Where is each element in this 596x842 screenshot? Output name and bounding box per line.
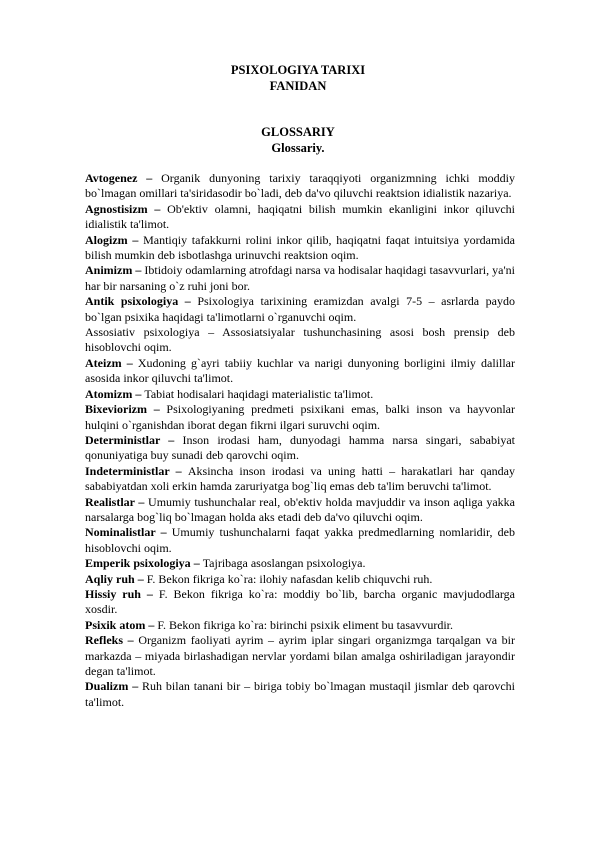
glossary-entry xyxy=(85,325,515,356)
glossary-term: Avtogenez xyxy=(85,171,138,185)
glossary-separator: – xyxy=(127,232,144,247)
glossary-list xyxy=(85,171,515,710)
glossary-separator: – xyxy=(121,355,138,370)
glossary-definition: Tabiat hodisalari haqidagi materialistic ta'limot. xyxy=(144,386,374,401)
glossary-term: Aqliy ruh xyxy=(85,571,135,586)
glossary-definition: Psixologiya tarixining eramizdan avalgi 7-5 – asrlarda paydo bo`lgan psixika haqidagi ta'limotlarni o`rganuvchi oqim. xyxy=(85,294,515,324)
glossary-subheading: Glossariy. xyxy=(271,141,325,155)
glossary-entry xyxy=(85,263,515,294)
glossary-term: Alogizm xyxy=(85,232,128,247)
glossary-term: Psixik atom xyxy=(85,617,146,632)
glossary-entry xyxy=(85,464,515,495)
glossary-separator: – xyxy=(146,402,167,417)
glossary-term: Deterministlar xyxy=(85,432,161,447)
glossary-separator: – xyxy=(137,171,162,185)
glossary-separator: – xyxy=(160,432,183,447)
glossary-entry xyxy=(85,572,515,587)
glossary-definition: Aksincha inson irodasi va uning hatti – harakatlari har qanday sababiyatdan xoli erkin hamda zaruriyatga bog`liq emas deb ta'lim beruvchi ta'limot. xyxy=(85,463,516,494)
glossary-entry xyxy=(85,556,515,571)
glossary-separator: – xyxy=(155,525,172,540)
glossary-entry xyxy=(85,356,515,387)
glossary-term: Ateizm xyxy=(85,355,122,370)
glossary-definition: Tajribaga asoslangan psixologiya. xyxy=(202,556,366,571)
glossary-entry xyxy=(85,587,515,618)
glossary-definition: F. Bekon fikriga ko`ra: moddiy bo`lib, barcha organic mavjudodlarga xosdir. xyxy=(85,586,516,617)
glossary-term: Nominalistlar xyxy=(85,525,156,540)
glossary-separator: – xyxy=(132,263,145,278)
glossary-term: Bixeviorizm xyxy=(85,402,147,417)
glossary-separator: – xyxy=(134,571,147,586)
glossary-separator: – xyxy=(169,463,188,478)
document-subtitle: FANIDAN xyxy=(269,79,327,93)
glossary-definition: Organik dunyoning tarixiy taraqqiyoti organizmning ichki moddiy bo`lmagan omillari ta'siridasodir bo`ladi, deb da'vo qiluvchi reaktsion idialistik nazariya. xyxy=(85,171,516,201)
glossary-definition: Ruh bilan tanani bir – biriga tobiy bo`lmagan mustaqil jismlar deb qarovchi ta'limot. xyxy=(85,679,515,709)
glossary-term: Animizm xyxy=(85,263,133,278)
glossary-definition: F. Bekon fikriga ko`ra: birinchi psixik eliment bu tasavvurdir. xyxy=(157,617,453,632)
glossary-separator: – xyxy=(140,586,159,601)
glossary-term: Hissiy ruh xyxy=(85,586,141,601)
glossary-separator: – xyxy=(178,294,198,309)
glossary-separator: – xyxy=(134,494,149,509)
glossary-entry xyxy=(85,633,515,679)
glossary-entry xyxy=(85,171,515,202)
glossary-definition: Assosiativ psixologiya – Assosiatsiyalar tushunchasining asosi bosh prensip deb hisoblovchi oqim. xyxy=(85,325,515,355)
glossary-entry xyxy=(85,618,515,633)
glossary-separator: – xyxy=(132,386,145,401)
glossary-term: Atomizm xyxy=(85,386,133,401)
glossary-entry xyxy=(85,294,515,325)
glossary-separator: – xyxy=(147,201,168,216)
glossary-term: Indeterministlar xyxy=(85,463,170,478)
glossary-separator: – xyxy=(123,633,139,648)
glossary-entry xyxy=(85,387,515,402)
glossary-term: Realistlar xyxy=(85,494,135,509)
glossary-entry xyxy=(85,679,515,710)
glossary-term: Agnostisizm xyxy=(85,201,148,216)
glossary-separator: – xyxy=(128,679,143,694)
glossary-definition: Xudoning g`ayri tabiiy kuchlar va narigi dunyoning borligini ilmiy dalillar asosida inkor qiluvchi ta'limot. xyxy=(85,355,516,386)
glossary-entry xyxy=(85,233,515,264)
glossary-definition: Ob'ektiv olamni, haqiqatni bilish mumkin ekanligini inkor qiluvchi idialistik ta'limot. xyxy=(85,201,516,232)
glossary-entry xyxy=(85,402,515,433)
glossary-separator: – xyxy=(145,617,158,632)
glossary-entry xyxy=(85,525,515,556)
glossary-definition: Psixologiyaning predmeti psixikani emas, balki inson va hayvonlar hulqini o`rganishdan iborat degan fikrni ilgari suruvchi oqim. xyxy=(85,402,515,432)
glossary-definition: Ibtidoiy odamlarning atrofdagi narsa va hodisalar haqidagi tasavvurlari, ya'ni har bir narsaning o`z ruhi joni bor. xyxy=(85,263,515,293)
glossary-term: Antik psixologiya xyxy=(85,294,179,309)
glossary-term: Dualizm xyxy=(85,679,129,694)
glossary-heading: GLOSSARIY xyxy=(261,125,335,139)
glossary-entry xyxy=(85,202,515,233)
glossary-term: Emperik psixologiya xyxy=(85,556,191,571)
document-title: PSIXOLOGIYA TARIXI xyxy=(230,63,366,77)
glossary-definition: Umumiy tushunchalar real, ob'ektiv holda mavjuddir va inson aqliga yakka narsalarga bog`liq bo`lmagan holda aks etadi deb da'vo qiluvchi oqim. xyxy=(85,494,516,524)
glossary-definition: Inson irodasi ham, dunyodagi hamma narsa singari, sababiyat qonuniyatiga buy sunadi deb qarovchi oqim. xyxy=(85,432,516,463)
glossary-entry xyxy=(85,433,515,464)
glossary-definition: Umumiy tushunchalarni faqat yakka predmedlarning nomlaridir, deb hisoblovchi oqim. xyxy=(85,525,515,555)
glossary-definition: Mantiqiy tafakkurni rolini inkor qilib, haqiqatni faqat intuitsiya yordamida bilish mumkin deb isbotlashga urinuvchi reaktsion oqim. xyxy=(85,232,516,263)
glossary-separator: – xyxy=(190,556,203,571)
glossary-term: Refleks xyxy=(85,633,123,648)
glossary-definition: Organizm faoliyati ayrim – ayrim iplar singari organizmga tarqalgan va bir markazda – miyada birlashadigan nervlar yordami bilan amalga oshiriladigan jarayondir degan ta'limot. xyxy=(85,633,516,678)
glossary-entry xyxy=(85,495,515,526)
glossary-definition: F. Bekon fikriga ko`ra: ilohiy nafasdan kelib chiquvchi ruh. xyxy=(146,571,433,586)
